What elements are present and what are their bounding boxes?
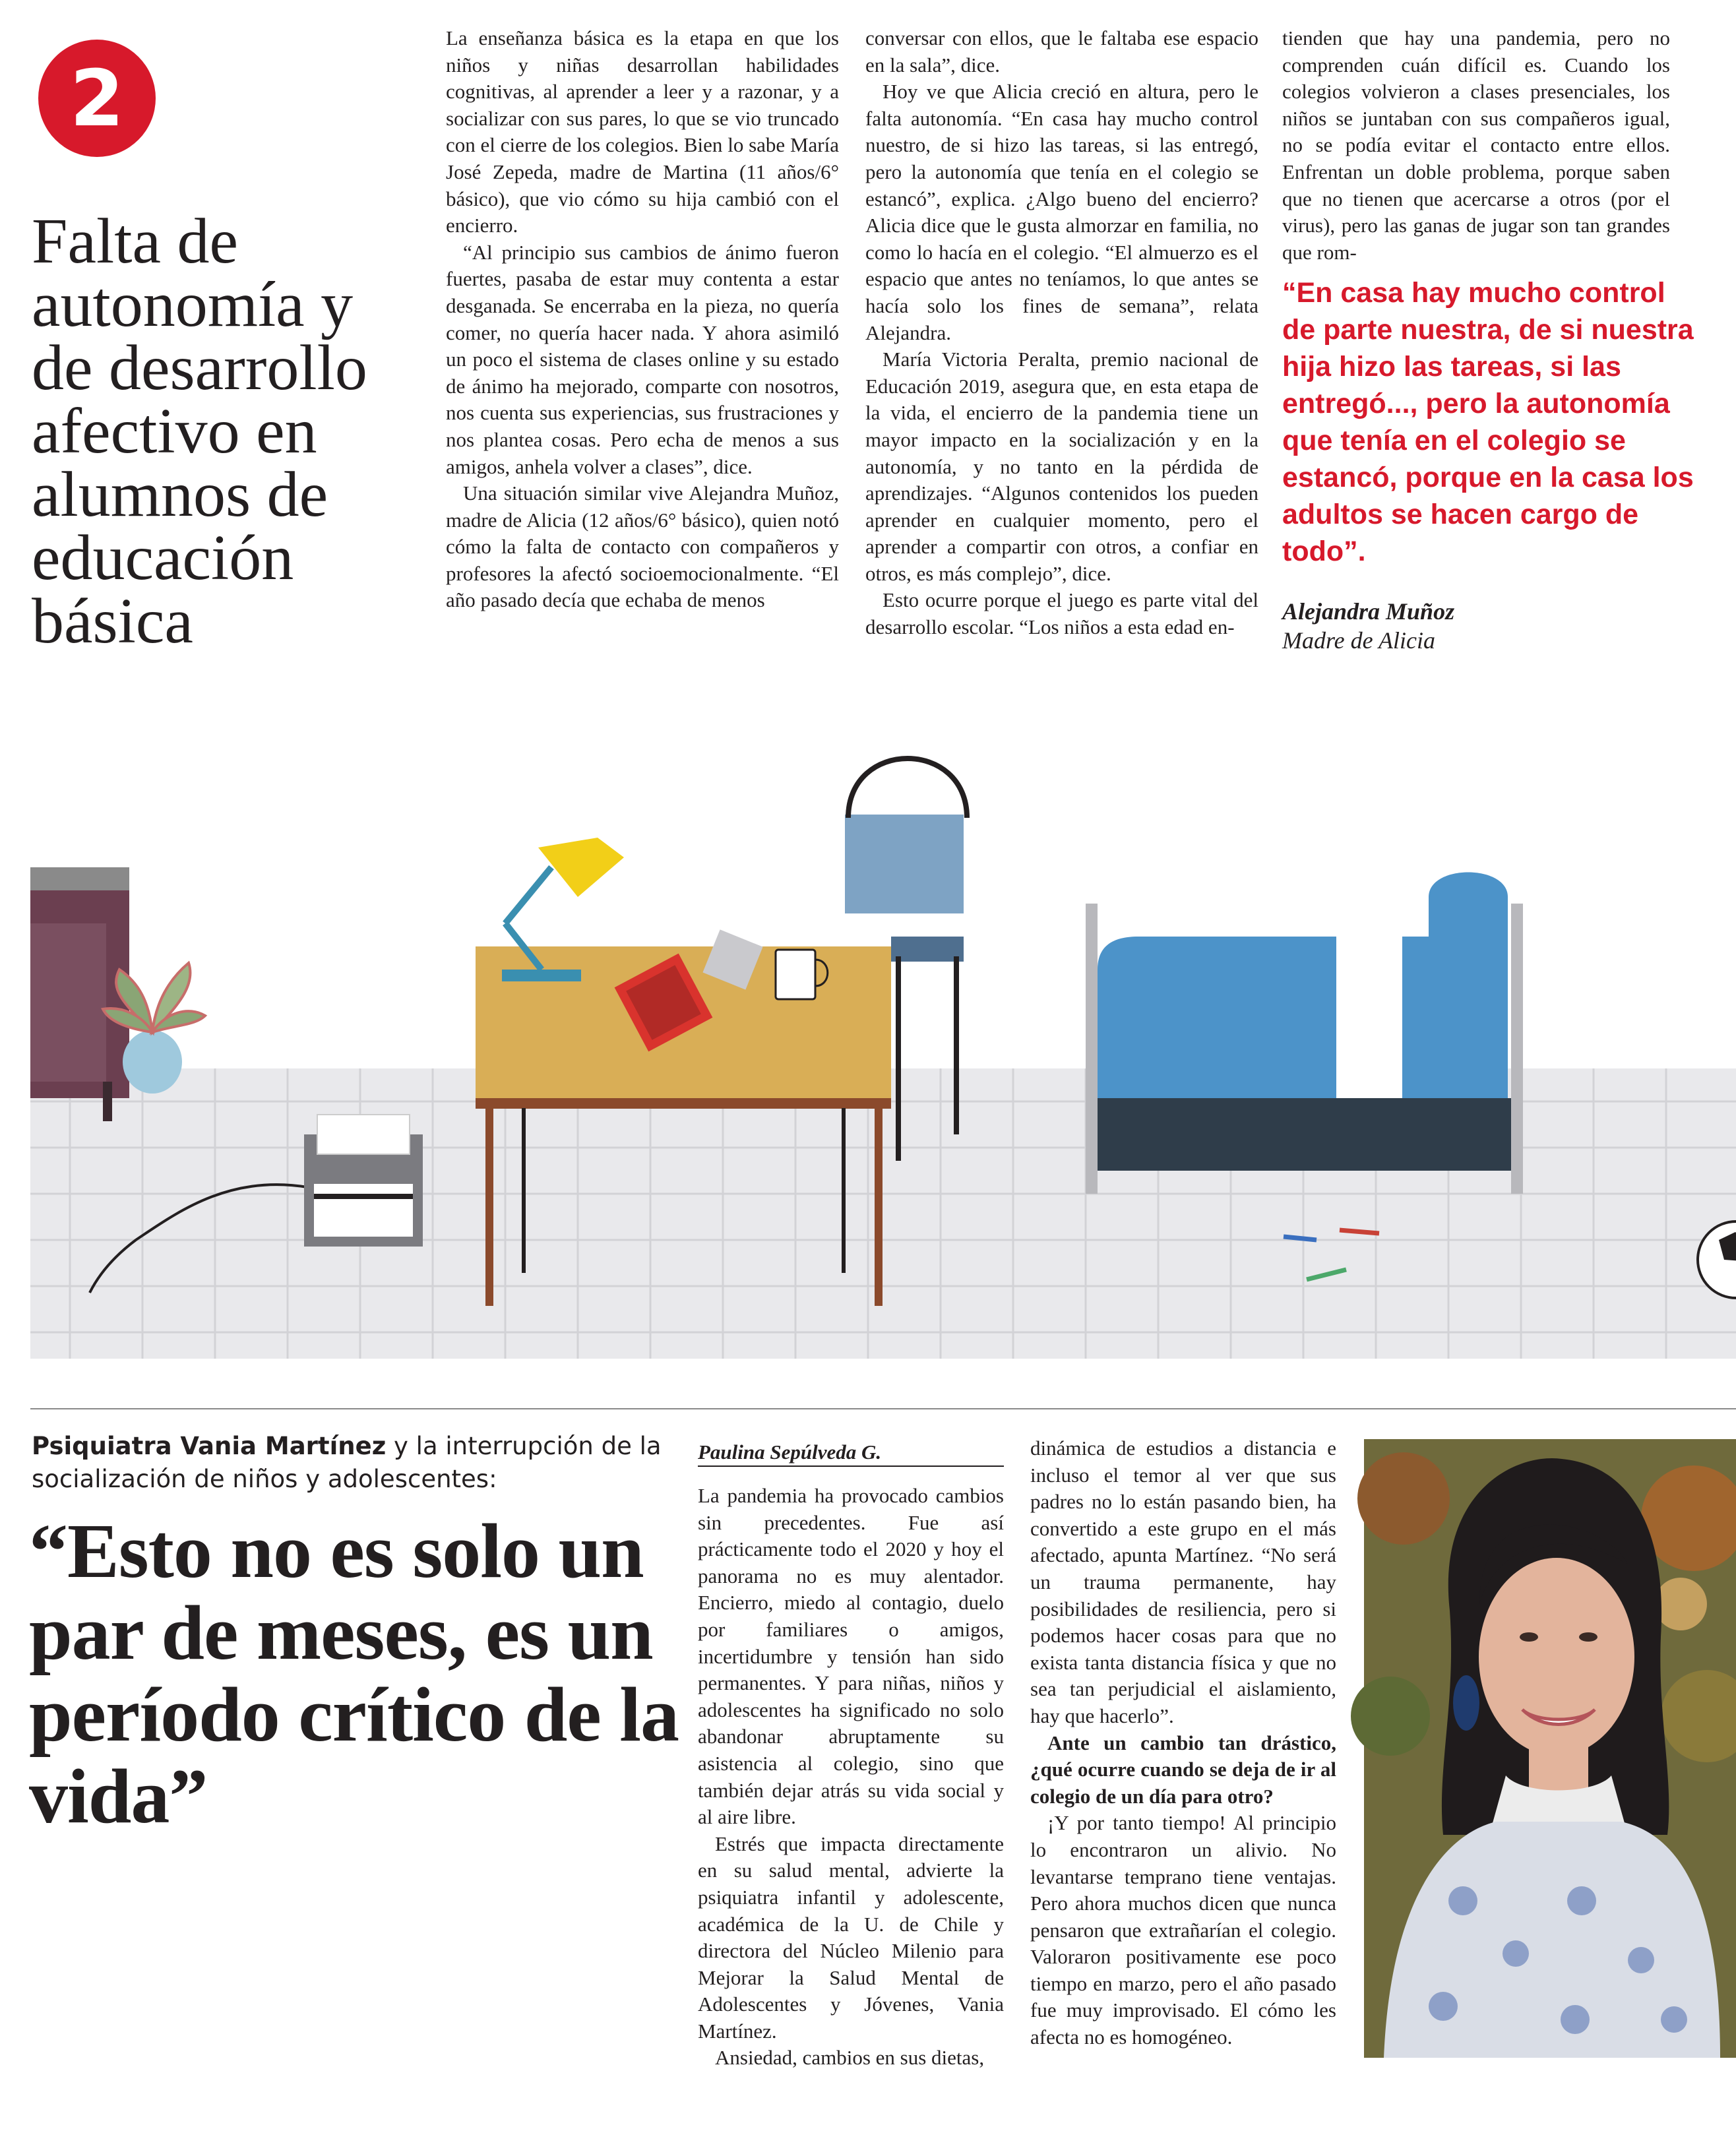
- portrait-photo: [1364, 1439, 1736, 2058]
- interview-column-2: [1030, 1435, 1336, 2063]
- paragraph: Esto ocurre porque el juego es parte vital del desarrollo escolar. “Los niños a esta edad en-: [865, 588, 1258, 639]
- kicker-rest: y la interrupción de la socialización de niños y adolescentes:: [32, 1432, 662, 1493]
- paragraph: La pandemia ha provocado cambios sin precedentes. Fue así prácticamente todo el 2020 y hoy el panorama no es muy alentador. Encierro, miedo al contagio, duelo por familiares o amigos, incertidumbre y tensión han sido permanentes. Y para niñas, niños y adolescentes ha significado no solo abandonar abruptamente su asistencia al colegio, sino que también dejar atrás su vida social y al aire libre.: [698, 1484, 1004, 1829]
- article-column-2: [865, 25, 1258, 645]
- paragraph: Hoy ve que Alicia creció en altura, pero le falta autonomía. “En casa hay mucho control nuestro, de si hizo las tareas, si las entregó, pero la autonomía que tenía en el colegio se estancó”, explica. ¿Algo bueno del encierro? Alicia dice que le gusta almorzar en familia, no como lo hacía en el colegio. “El almuerzo es el espacio que antes no teníamos, lo que antes se hacía solo los fines de semana”, relata Alejandra.: [865, 80, 1258, 344]
- article-headline: Falta de autonomía y de desarrollo afectivo en alumnos de educación básica: [32, 206, 367, 657]
- interview-answer: ¡Y por tanto tiempo! Al principio lo encontraron un alivio. No levantarse temprano tiene ventajas. Pero ahora muchos dicen que nunca pensaron que extrañarían el colegio. Valoraron positivamente ese poco tiempo en marzo, pero el año pasado fue muy improvisado. El cómo les afecta no es homogéneo.: [1030, 1811, 1336, 2049]
- paragraph: Una situación similar vive Alejandra Muñoz, madre de Alicia (12 años/6° básico), quien notó cómo la falta de contacto con compañeros y profesores la afectó socioemocionalmente. “El año pasado decía que echaba de menos: [446, 481, 839, 612]
- interview-headline: “Esto no es solo un par de meses, es un período crítico de la vida”: [29, 1508, 679, 1839]
- paragraph: Estrés que impacta directamente en su salud mental, advierte la psiquiatra infantil y adolescente, académica de la U. de Chile y directora del Núcleo Milenio para Mejorar la Salud Mental de Adolescentes y Jóvenes, Vania Martínez.: [698, 1832, 1004, 2043]
- section-number-badge: 2: [38, 40, 156, 157]
- byline-rule: [698, 1466, 1004, 1467]
- paragraph: La enseñanza básica es la etapa en que los niños y niñas desarrollan habilidades cognitivas, al aprender a leer y a razonar, y a socializar con sus pares, lo que se vio truncado con el cierre de los colegios. Bien lo sabe María José Zepeda, madre de Martina (11 años/6° básico), que vio cómo su hija cambió con el encierro.: [446, 26, 839, 237]
- paragraph: Ansiedad, cambios en sus dietas,: [715, 2046, 985, 2070]
- paragraph: conversar con ellos, que le faltaba ese espacio en la sala”, dice.: [865, 26, 1258, 77]
- paragraph: dinámica de estudios a distancia e incluso el temor al ver que sus padres no lo están pasando bien, ha convertido a este grupo en el más afectado, apunta Martínez. “No será un trauma permanente, hay posibilidades de resiliencia, pero si podemos hacer cosas para que no exista tanta distancia física y que no sea tan perjudicial el aislamiento, hay que hacerlo”.: [1030, 1436, 1336, 1727]
- section-divider: [30, 1408, 1736, 1409]
- article-column-3: [1282, 25, 1670, 264]
- paragraph: “Al principio sus cambios de ánimo fueron fuertes, pasaba de estar muy contenta a estar desganada. Se encerraba en la pieza, no quería comer, no quería hacer nada. Y ahora asimiló un poco el sistema de clases online y su estado de ánimo ha mejorado, comparte con nosotros, nos cuenta sus experiencias, sus frustraciones y nos plantea cosas. Pero echa de menos a sus amigos, anhela volver a clases”, dice.: [446, 240, 839, 478]
- paragraph: María Victoria Peralta, premio nacional de Educación 2019, asegura que, en esta etapa de la vida, el encierro de la pandemia tiene un mayor impacto en la socialización y en la autonomía, y no tanto en la pérdida de aprendizajes. “Algunos contenidos los pueden aprender en cualquier momento, pero el aprender a compartir con otros, a confiar en otros, es más complejo”, dice.: [865, 348, 1258, 585]
- article-column-1: [446, 25, 839, 645]
- byline: Paulina Sepúlveda G.: [698, 1440, 882, 1464]
- interview-question: Ante un cambio tan drástico, ¿qué ocurre cuando se deja de ir al colegio de un día para otro?: [1030, 1731, 1336, 1808]
- kicker-name: Psiquiatra Vania Martínez: [32, 1432, 387, 1460]
- pull-quote-name: Alejandra Muñoz: [1282, 598, 1455, 625]
- paragraph: tienden que hay una pandemia, pero no comprenden cuán difícil es. Cuando los colegios volvieron a clases presenciales, los niños se juntaban con sus compañeros igual, no se podía evitar el contacto entre ellos. Enfrentan un doble problema, porque saben que no tienen que acercarse a otros (por el virus), pero las ganas de jugar son tan grandes que rom-: [1282, 26, 1670, 264]
- pull-quote: “En casa hay mucho control de parte nuestra, de si nuestra hija hizo las tareas, si las entregó..., pero la autonomía que tenía en el colegio se estancó, porque en la casa los adultos se hacen cargo de todo”.: [1282, 277, 1694, 567]
- pull-quote-role: Madre de Alicia: [1282, 627, 1435, 654]
- room-illustration: [30, 752, 1736, 1372]
- interview-column-1: [698, 1483, 1004, 2070]
- interview-kicker: [32, 1430, 678, 1496]
